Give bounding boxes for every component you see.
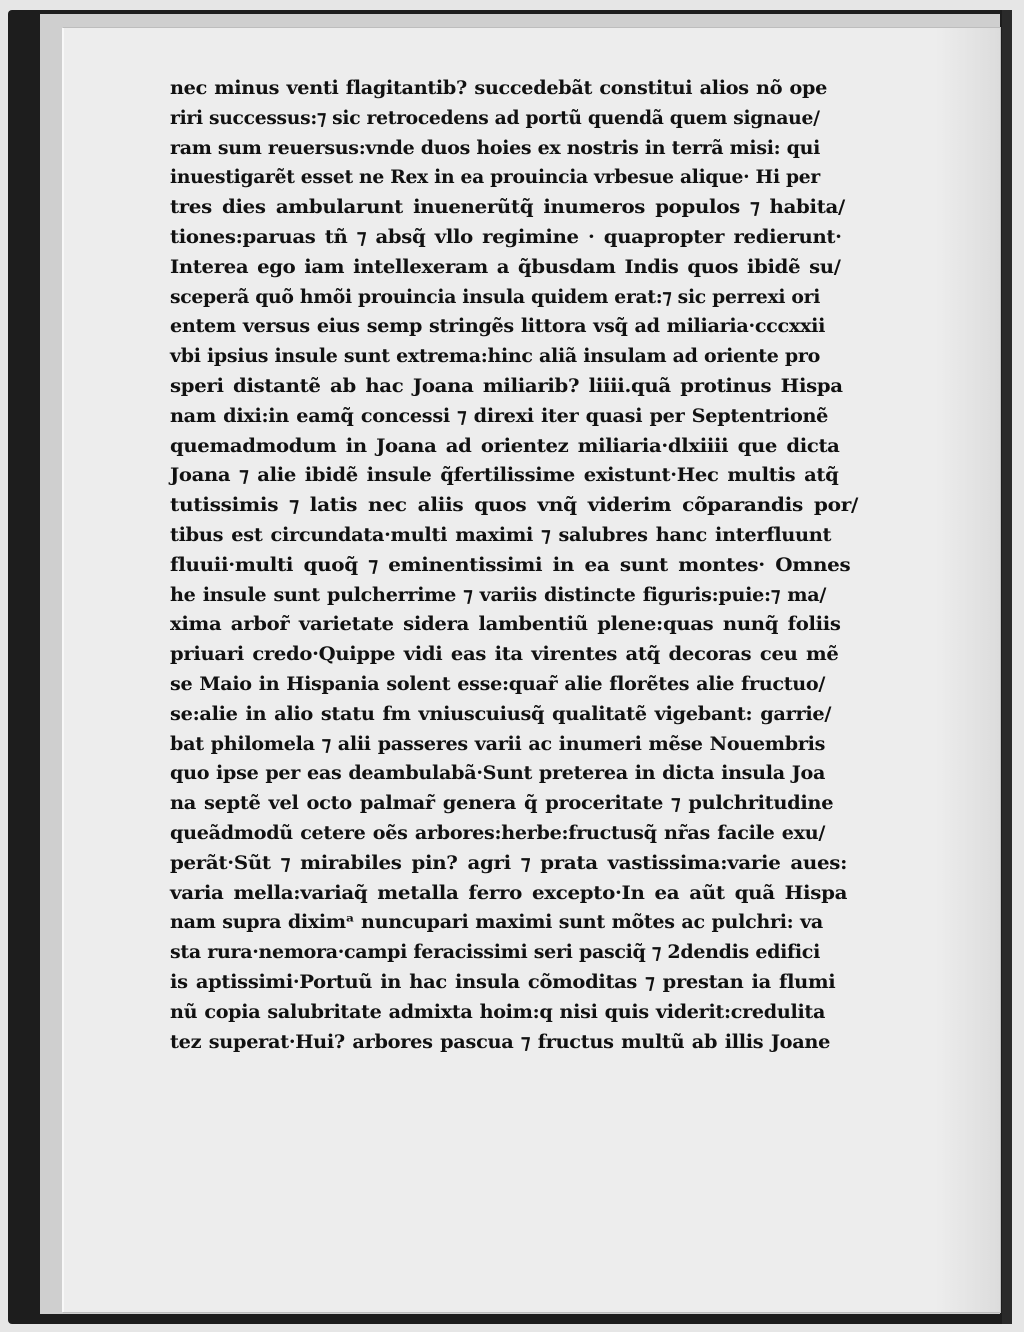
- text-line: speri distantẽ ab hac Joana miliarib? liiii.quã protinus Hispa: [170, 374, 843, 397]
- text-line: nam dixi:in eamq̃ concessi ⁊ direxi iter quasi per Septentrionẽ: [170, 404, 829, 427]
- text-line: sta rura·nemora·campi feracissimi seri pasciq̃ ⁊ 2dendis edifici: [170, 941, 820, 964]
- text-line: ram sum reuersus:vnde duos hoies ex nostris in terrã misi: qui: [170, 136, 821, 159]
- text-line: na septẽ vel octo palmar̃ genera q̃ proceritate ⁊ pulchritudine: [170, 792, 834, 815]
- text-line: tiones:paruas tñ ⁊ absq̃ vllo regimine · quapropter redierunt·: [170, 225, 842, 248]
- text-line: quemadmodum in Joana ad orientez miliaria·dlxiiii que dicta: [170, 434, 840, 457]
- text-line: riri successus:⁊ sic retrocedens ad portũ quendã quem signaue/: [170, 106, 820, 129]
- text-line: xima arbor̃ varietate sidera lambentiũ plene:quas nunq̃ foliis: [170, 613, 841, 636]
- text-line: priuari credo·Quippe vidi eas ita virentes atq̃ decoras ceu mẽ: [170, 643, 839, 666]
- page-shadow: [936, 28, 1000, 1312]
- text-line: entem versus eius semp stringẽs littora vsq̃ ad miliaria·cccxxii: [170, 315, 826, 338]
- text-line: fluuii·multi quoq̃ ⁊ eminentissimi in ea sunt montes· Omnes: [170, 553, 851, 576]
- text-line: inuestigarẽt esset ne Rex in ea prouincia vrbesue alique· Hi per: [170, 166, 820, 189]
- text-line: bat philomela ⁊ alii passeres varii ac inumeri mẽse Nouembris: [170, 732, 826, 755]
- text-line: se Maio in Hispania solent esse:quar̃ alie florẽtes alie fructuo/: [170, 672, 826, 695]
- text-line: perãt·Sũt ⁊ mirabiles pin? agri ⁊ prata vastissima:varie aues:: [170, 851, 848, 874]
- text-line: nam supra diximᵃ nuncupari maximi sunt mõtes ac pulchri: va: [170, 911, 823, 934]
- text-line: Joana ⁊ alie ibidẽ insule q̃fertilissime existunt·Hec multis atq̃: [170, 464, 839, 487]
- text-line: varia mella:variaq̃ metalla ferro excepto·In ea aũt quã Hispa: [170, 881, 848, 904]
- text-line: tibus est circundata·multi maximi ⁊ salubres hanc interfluunt: [170, 523, 832, 546]
- text-line: se:alie in alio statu fm vniuscuiusq̃ qualitatẽ vigebant: garrie/: [170, 702, 832, 725]
- text-line: queãdmodũ cetere oẽs arbores:herbe:fructusq̃ nr̃as facile exu/: [170, 821, 826, 844]
- text-block: [170, 74, 859, 1057]
- text-line: nũ copia salubritate admixta hoim:q nisi quis viderit:credulita: [170, 1000, 826, 1023]
- text-line: is aptissimi·Portuũ in hac insula cõmoditas ⁊ prestan ia flumi: [170, 970, 836, 993]
- frame-edge: [1002, 10, 1012, 1324]
- text-line: vbi ipsius insule sunt extrema:hinc aliã insulam ad oriente pro: [170, 345, 820, 368]
- text-line: Interea ego iam intellexeram a q̃busdam Indis quos ibidẽ su/: [170, 255, 841, 278]
- text-line: nec minus venti flagitantib? succedebãt constitui alios nõ ope: [170, 77, 828, 99]
- text-line: quo ipse per eas deambulabã·Sunt preterea in dicta insula Joa: [170, 762, 826, 785]
- text-line: tutissimis ⁊ latis nec aliis quos vnq̃ viderim cõparandis por/: [170, 494, 859, 517]
- text-line: sceperã quõ hmõi prouincia insula quidem erat:⁊ sic perrexi ori: [170, 285, 821, 308]
- text-line: tres dies ambularunt inuenerũtq̃ inumeros populos ⁊ habita/: [170, 196, 845, 219]
- text-line: tez superat·Hui? arbores pascua ⁊ fructus multũ ab illis Joane: [170, 1030, 831, 1053]
- text-line: he insule sunt pulcherrime ⁊ variis distincte figuris:puie:⁊ ma/: [170, 583, 827, 606]
